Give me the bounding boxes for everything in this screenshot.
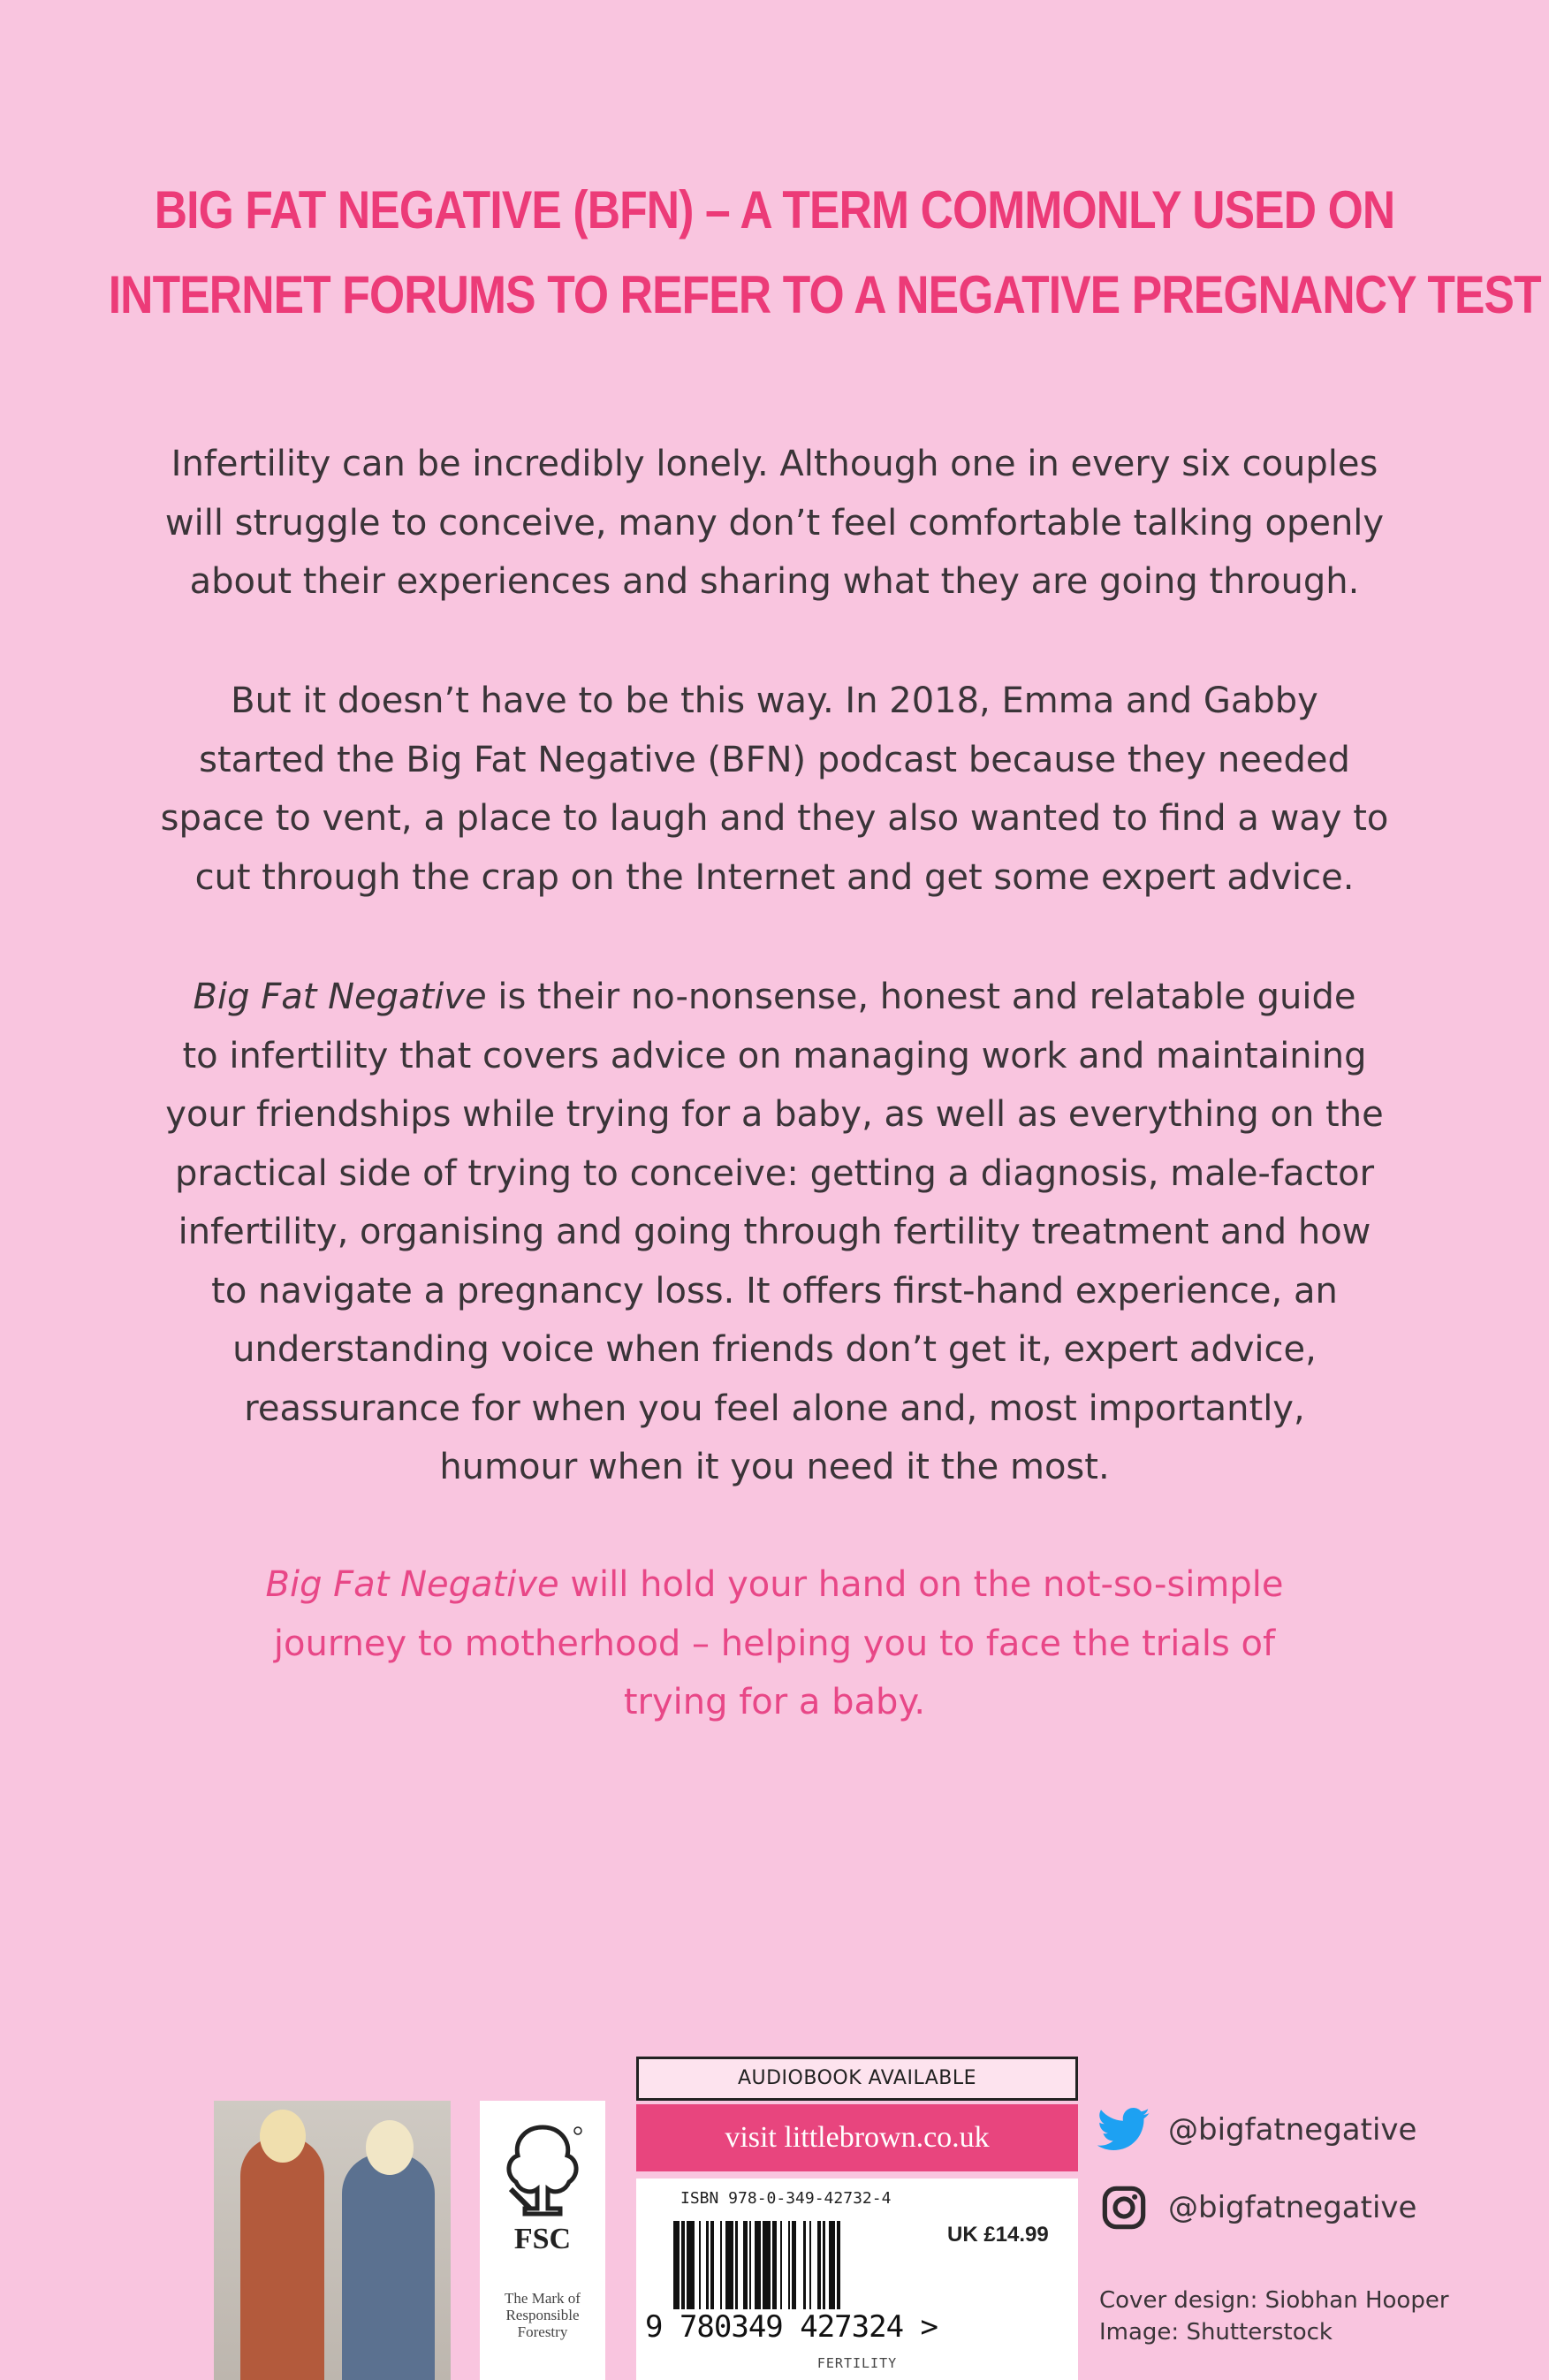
text-line: reassurance for when you feel alone and, most importantly, [244, 1388, 1305, 1429]
blurb-paragraph-4 [97, 1555, 1452, 1732]
barcode-bar [725, 2221, 733, 2309]
author-figure [342, 2154, 435, 2380]
barcode-bar [803, 2221, 805, 2309]
fsc-tree-icon [498, 2120, 587, 2217]
text-line: trying for a baby. [623, 1682, 926, 1722]
instagram-icon [1096, 2183, 1152, 2232]
blurb-paragraph-3 [97, 968, 1452, 1497]
barcode-bar [706, 2221, 708, 2309]
barcode-bar [699, 2221, 701, 2309]
barcode-bar [823, 2221, 824, 2309]
image-credit: Image: Shutterstock [1099, 2319, 1333, 2346]
text-line: to navigate a pregnancy loss. It offers first-hand experience, an [211, 1270, 1338, 1312]
blurb-paragraph-2 [97, 672, 1452, 907]
fsc-tagline [480, 2290, 605, 2340]
barcode-bars [673, 2221, 938, 2309]
text-line: humour when it you need it the most. [439, 1447, 1110, 1487]
text-line: infertility, organising and going through fertility treatment and how [178, 1212, 1371, 1252]
author-figure [240, 2136, 324, 2380]
text-line [97, 1555, 1452, 1615]
barcode-bar [687, 2221, 695, 2309]
text-line: But it doesn’t have to be this way. In 2018, Emma and Gabby [231, 681, 1318, 721]
cover-design-credit: Cover design: Siobhan Hooper [1099, 2287, 1449, 2314]
text-line: Infertility can be incredibly lonely. Although one in every six couples [171, 444, 1378, 484]
instagram-link[interactable] [1096, 2183, 1416, 2232]
price-label: UK £14.99 [947, 2223, 1049, 2247]
twitter-link[interactable] [1096, 2105, 1416, 2155]
twitter-bird-icon [1096, 2105, 1152, 2155]
isbn-number: ISBN 978-0-349-42732-4 [680, 2189, 892, 2208]
cover-heading [108, 168, 1541, 338]
barcode-bar [792, 2221, 795, 2309]
barcode-bar [749, 2221, 751, 2309]
fsc-tagline-line: Forestry [517, 2323, 568, 2340]
text-line: space to vent, a place to laugh and they also wanted to find a way to [160, 798, 1389, 839]
text-line: about their experiences and sharing what they are going through. [189, 561, 1360, 602]
barcode-bar [829, 2221, 835, 2309]
text-line: started the Big Fat Negative (BFN) podcast because they needed [199, 739, 1350, 780]
category-label: FERTILITY [816, 2355, 898, 2371]
author-head [260, 2110, 306, 2163]
text-line: journey to motherhood – helping you to face the trials of [273, 1623, 1276, 1664]
barcode-bar [735, 2221, 737, 2309]
text-line: practical side of trying to conceive: getting a diagnosis, male-factor [174, 1152, 1375, 1194]
barcode-bar [809, 2221, 811, 2309]
text-line: to infertility that covers advice on managing work and maintaining [182, 1035, 1367, 1076]
text-fragment: is their no-nonsense, honest and relatable guide [486, 977, 1356, 1017]
audiobook-available-banner: AUDIOBOOK AVAILABLE [636, 2057, 1078, 2101]
fsc-label: FSC [513, 2223, 572, 2255]
text-line: your friendships while trying for a baby, as well as everything on the [165, 1094, 1384, 1135]
barcode-bar [837, 2221, 840, 2309]
text-line: understanding voice when friends don’t get it, expert advice, [232, 1329, 1317, 1370]
barcode-bar [788, 2221, 790, 2309]
heading-line-2: INTERNET FORUMS TO REFER TO A NEGATIVE PREGNANCY TEST [108, 265, 1541, 324]
barcode-bar [772, 2221, 776, 2309]
heading-line-1: BIG FAT NEGATIVE (BFN) – A TERM COMMONLY USED ON [154, 180, 1395, 240]
barcode-bar [673, 2221, 680, 2309]
barcode-bar [681, 2221, 685, 2309]
barcode-bar [720, 2221, 722, 2309]
barcode-bar [743, 2221, 747, 2309]
text-fragment: will hold your hand on the not-so-simple [558, 1564, 1284, 1605]
cover-credits [1099, 2285, 1449, 2348]
twitter-handle: @bigfatnegative [1168, 2112, 1417, 2148]
text-line: cut through the crap on the Internet and get some expert advice. [194, 856, 1355, 898]
text-line [97, 968, 1452, 1027]
instagram-handle: @bigfatnegative [1168, 2190, 1417, 2225]
barcode-digits: 9 780349 427324 > [645, 2309, 938, 2345]
barcode-bar [755, 2221, 761, 2309]
blurb-paragraph-1 [97, 435, 1452, 612]
barcode-bar [763, 2221, 771, 2309]
book-title: Big Fat Negative [193, 977, 487, 1017]
book-title: Big Fat Negative [265, 1564, 559, 1605]
barcode-bar [780, 2221, 782, 2309]
publisher-website-link[interactable]: visit littlebrown.co.uk [636, 2104, 1078, 2171]
author-head [366, 2120, 414, 2175]
author-photo [214, 2101, 451, 2380]
text-line: will struggle to conceive, many don’t feel comfortable talking openly [164, 502, 1385, 544]
fsc-tagline-line: The Mark of [505, 2290, 581, 2307]
barcode-bar [817, 2221, 821, 2309]
barcode-bar [710, 2221, 714, 2309]
fsc-tagline-line: Responsible [505, 2307, 580, 2323]
fsc-logo [480, 2101, 605, 2380]
barcode-panel [636, 2178, 1078, 2380]
